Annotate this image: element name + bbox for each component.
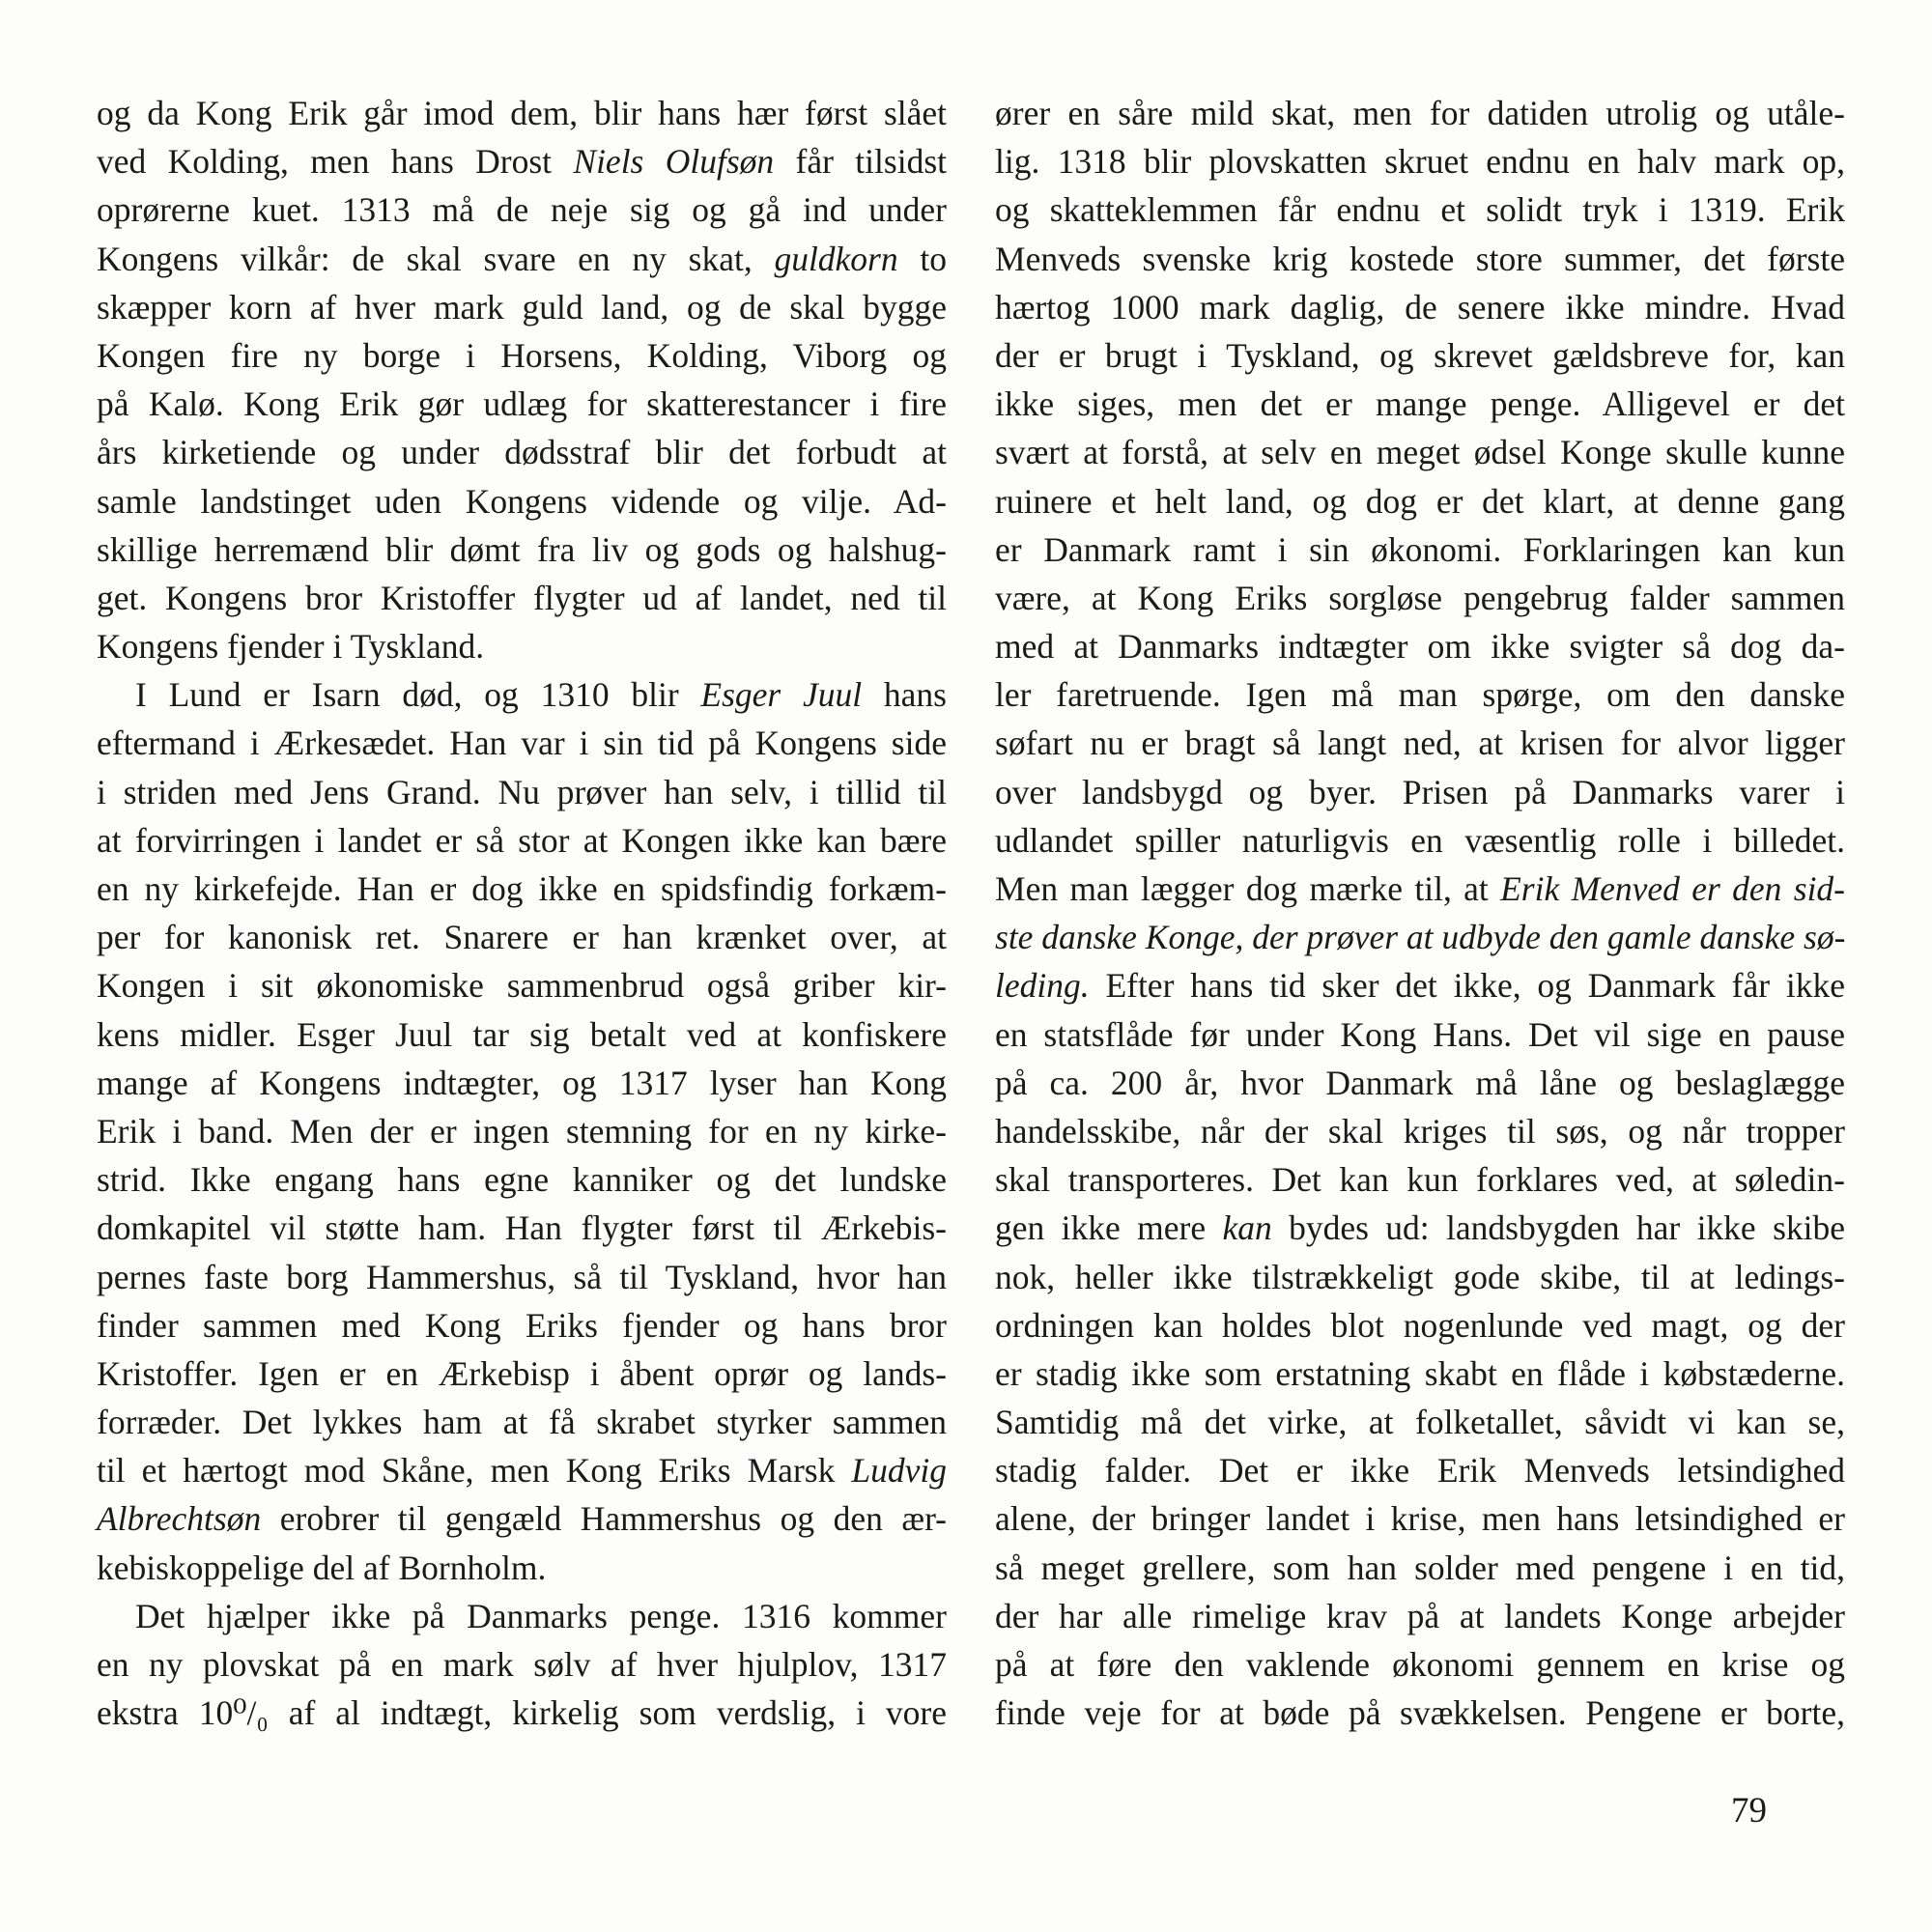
text-line: på at føre den vaklende økonomi gennem en krise og <box>995 1645 1845 1684</box>
text-line: kens midler. Esger Juul tar sig betalt ved at konfiskere <box>97 1014 947 1054</box>
right-text-column <box>995 89 1845 1737</box>
text-line: der er brugt i Tyskland, og skrevet gældsbreve for, kan <box>995 335 1845 375</box>
text-line: forræder. Det lykkes ham at få skrabet styrker sammen <box>97 1403 947 1442</box>
text-line: ruinere et helt land, og dog er det klart, at denne gang <box>995 481 1845 521</box>
text-line: på Kalø. Kong Erik gør udlæg for skatterestancer i fire <box>97 384 947 424</box>
text-line: søfart nu er bragt så langt ned, at krisen for alvor ligger <box>995 724 1845 763</box>
text-line: samle landstinget uden Kongens vidende og vilje. Ad- <box>97 481 947 521</box>
text-line: ekstra 10⁰/₀ af al indtægt, kirkelig som verdslig, i vore <box>97 1693 947 1733</box>
text-line: til et hærtogt mod Skåne, men Kong Eriks Marsk Ludvig <box>97 1451 947 1491</box>
text-line: er Danmark ramt i sin økonomi. Forklaringen kan kun <box>995 529 1845 569</box>
text-line: Samtidig må det virke, at folketallet, såvidt vi kan se, <box>995 1403 1845 1442</box>
text-line: Menveds svenske krig kostede store summer, det første <box>995 239 1845 278</box>
text-line: Det hjælper ikke på Danmarks penge. 1316 kommer <box>135 1596 947 1635</box>
text-line: gen ikke mere kan bydes ud: landsbygden har ikke skibe <box>995 1208 1846 1248</box>
text-line: en ny plovskat på en mark sølv af hver hjulplov, 1317 <box>97 1645 947 1684</box>
text-line: så meget grellere, som han solder med pengene i en tid, <box>995 1548 1845 1587</box>
text-line: strid. Ikke engang hans egne kanniker og det lundske <box>97 1160 947 1200</box>
text-line: at forvirringen i landet er så stor at Kongen ikke kan bære <box>97 820 947 860</box>
text-line: Kristoffer. Igen er en Ærkebisp i åbent oprør og lands- <box>97 1353 947 1393</box>
text-line: leding. Efter hans tid sker det ikke, og Danmark får ikke <box>995 966 1845 1006</box>
text-line: mange af Kongens indtægter, og 1317 lyser han Kong <box>97 1063 947 1102</box>
text-line: Kongens vilkår: de skal svare en ny skat, guldkorn to <box>97 239 947 278</box>
text-line: Erik i band. Men der er ingen stemning for en ny kirke- <box>97 1111 947 1151</box>
text-line: I Lund er Isarn død, og 1310 blir Esger Juul hans <box>135 675 947 715</box>
text-line: kebiskoppelige del af Bornholm. <box>97 1548 547 1587</box>
text-line: være, at Kong Eriks sorgløse pengebrug falder sammen <box>995 578 1845 617</box>
text-line: ikke siges, men det er mange penge. Alligevel er det <box>995 384 1845 424</box>
text-line: oprørerne kuet. 1313 må de neje sig og gå ind under <box>97 190 947 230</box>
text-line: Albrechtsøn erobrer til gengæld Hammershus og den ær- <box>97 1499 947 1539</box>
text-line: en statsflåde før under Kong Hans. Det vil sige en pause <box>995 1014 1845 1054</box>
text-line: Kongen fire ny borge i Horsens, Kolding, Viborg og <box>97 335 947 375</box>
text-line: ler faretruende. Igen må man spørge, om den danske <box>995 675 1845 715</box>
text-line: eftermand i Ærkesædet. Han var i sin tid på Kongens side <box>97 724 947 763</box>
text-line: ste danske Konge, der prøver at udbyde den gamle danske sø- <box>995 918 1846 957</box>
text-line: der har alle rimelige krav på at landets Konge arbejder <box>995 1596 1845 1635</box>
text-line: på ca. 200 år, hvor Danmark må låne og beslaglægge <box>995 1063 1845 1102</box>
text-line: ører en såre mild skat, men for datiden utrolig og utåle- <box>995 94 1845 132</box>
text-line: skæpper korn af hver mark guld land, og de skal bygge <box>97 287 947 327</box>
text-line: Kongens fjender i Tyskland. <box>97 627 485 667</box>
text-line: en ny kirkefejde. Han er dog ikke en spidsfindig forkæm- <box>97 869 947 908</box>
text-line: og skatteklemmen får endnu et solidt tryk i 1319. Erik <box>995 190 1845 230</box>
text-line: med at Danmarks indtægter om ikke svigter så dog da- <box>995 627 1845 667</box>
text-line: over landsbygd og byer. Prisen på Danmarks varer i <box>995 772 1845 811</box>
text-line: Men man lægger dog mærke til, at Erik Menved er den sid- <box>995 869 1846 908</box>
text-line: nok, heller ikke tilstrækkeligt gode skibe, til at ledings- <box>995 1257 1845 1296</box>
text-line: domkapitel vil støtte ham. Han flygter først til Ærkebis- <box>97 1208 947 1248</box>
text-line: ved Kolding, men hans Drost Niels Olufsøn får tilsidst <box>97 142 947 182</box>
left-text-column <box>97 89 947 1737</box>
text-line: pernes faste borg Hammershus, så til Tyskland, hvor han <box>97 1257 947 1296</box>
text-line: finder sammen med Kong Eriks fjender og hans bror <box>97 1305 947 1345</box>
text-line: ordningen kan holdes blot nogenlunde ved magt, og der <box>995 1305 1845 1345</box>
text-line: svært at forstå, at selv en meget ødsel Konge skulle kunne <box>995 433 1845 472</box>
text-line: er stadig ikke som erstatning skabt en flåde i købstæderne. <box>995 1353 1845 1393</box>
page-number: 79 <box>1731 1791 1767 1831</box>
text-line: get. Kongens bror Kristoffer flygter ud af landet, ned til <box>97 578 947 617</box>
text-line: års kirketiende og under dødsstraf blir det forbudt at <box>97 433 947 472</box>
text-line: og da Kong Erik går imod dem, blir hans hær først slået <box>97 94 947 132</box>
text-line: stadig falder. Det er ikke Erik Menveds letsindighed <box>995 1451 1845 1491</box>
text-line: hærtog 1000 mark daglig, de senere ikke mindre. Hvad <box>995 287 1845 327</box>
text-line: Kongen i sit økonomiske sammenbrud også griber kir- <box>97 966 947 1006</box>
text-line: i striden med Jens Grand. Nu prøver han selv, i tillid til <box>97 772 947 811</box>
text-line: skal transporteres. Det kan kun forklares ved, at søledin- <box>995 1160 1845 1200</box>
text-line: skillige herremænd blir dømt fra liv og gods og halshug- <box>97 529 947 569</box>
text-line: lig. 1318 blir plovskatten skruet endnu en halv mark op, <box>995 142 1845 182</box>
text-line: alene, der bringer landet i krise, men hans letsindighed er <box>995 1499 1845 1539</box>
text-line: udlandet spiller naturligvis en væsentlig rolle i billedet. <box>995 820 1845 860</box>
text-line: handelsskibe, når der skal kriges til søs, og når tropper <box>995 1111 1845 1151</box>
text-line: per for kanonisk ret. Snarere er han krænket over, at <box>97 918 947 957</box>
text-line: finde veje for at bøde på svækkelsen. Pengene er borte, <box>995 1693 1845 1733</box>
